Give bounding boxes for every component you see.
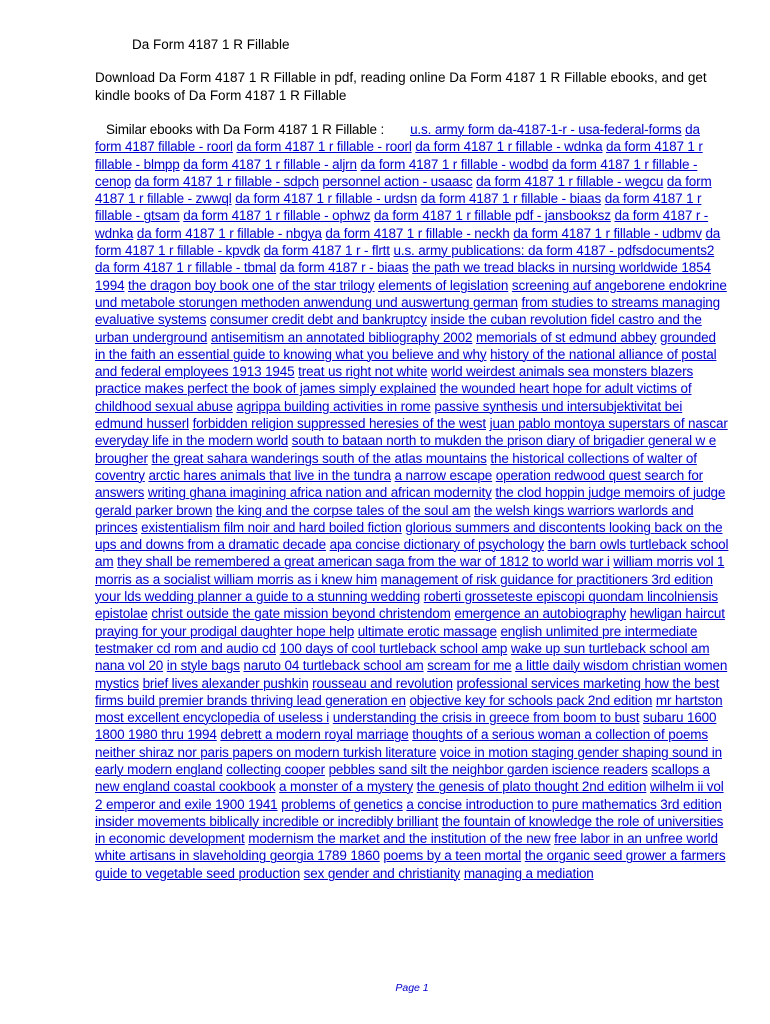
ebook-link[interactable]: subaru 1600 1800 1980 thru 1994	[95, 710, 717, 743]
ebook-link[interactable]: operation redwood quest search for answers	[95, 467, 704, 501]
ebook-link[interactable]: da form 4187 1 r fillable - ophwz	[183, 208, 371, 224]
ebook-link[interactable]: passive synthesis und intersubjektivitat bei edmund husserl	[95, 398, 683, 432]
ebook-link[interactable]: insider movements biblically incredible or incredibly brilliant	[95, 813, 439, 829]
ebook-link[interactable]: christ outside the gate mission beyond christendom	[151, 606, 451, 622]
ebook-link[interactable]: problems of genetics	[281, 796, 403, 812]
ebook-link[interactable]: wake up sun turtleback school am	[510, 640, 710, 656]
ebook-link[interactable]: roberti grosseteste episcopi quondam lincolniensis epistolae	[95, 589, 718, 622]
intro-paragraph: Download Da Form 4187 1 R Fillable in pdf, reading online Da Form 4187 1 R Fillable ebooks, and get kindle books of Da Form 4187 1 R Fillable	[95, 70, 707, 103]
ebook-link[interactable]: da form 4187 1 r fillable - roorl	[236, 139, 412, 155]
ebook-link[interactable]: everyday life in the modern world	[95, 433, 289, 449]
ebook-link[interactable]: memorials of st edmund abbey	[476, 329, 657, 345]
ebook-link[interactable]: english unlimited pre intermediate testmaker cd rom and audio cd	[95, 623, 698, 656]
ebook-link[interactable]: management of risk guidance for practitioners 3rd edition	[380, 571, 713, 587]
ebook-link[interactable]: the dragon boy book one of the star trilogy	[128, 277, 375, 293]
ebook-link[interactable]: modernism the market and the institution of the new	[248, 831, 551, 847]
ebook-link[interactable]: neither shiraz nor paris papers on modern turkish literature	[95, 744, 437, 760]
ebook-link[interactable]: world weirdest animals sea monsters blazers	[430, 364, 694, 380]
ebook-link[interactable]: glorious summers and discontents looking back on the ups and downs from a dramatic decade	[95, 519, 723, 553]
page-number: Page 1	[395, 982, 429, 994]
ebook-link[interactable]: praying for your prodigal daughter hope help	[95, 623, 355, 639]
ebook-link[interactable]: a concise introduction to pure mathematics 3rd edition	[406, 796, 722, 812]
ebook-link[interactable]: da form 4187 1 r fillable - wegcu	[476, 173, 664, 189]
ebook-link[interactable]: elements of legislation	[378, 277, 509, 293]
ebook-link[interactable]: inside the cuban revolution fidel castro and the urban underground	[95, 312, 702, 345]
ebook-link[interactable]: da form 4187 1 r - flrtt	[263, 243, 390, 259]
ebook-link[interactable]: the great sahara wanderings south of the atlas mountains	[151, 450, 487, 466]
ebook-link[interactable]: managing a mediation	[463, 865, 594, 881]
ebook-link[interactable]: da form 4187 1 r fillable - wdnka	[415, 139, 603, 155]
ebook-link[interactable]: william morris vol 1 morris as a socialist william morris as i knew him	[95, 554, 725, 587]
ebook-link[interactable]: da form 4187 1 r fillable - cenop	[95, 156, 698, 189]
ebook-link[interactable]: voice in motion staging gender shaping sound in early modern england	[95, 744, 722, 777]
ebook-link[interactable]: the path we tread blacks in nursing worldwide 1854 1994	[95, 260, 711, 293]
ebook-link[interactable]: da form 4187 1 r fillable - zwwql	[95, 173, 712, 207]
ebook-link[interactable]: treat us right not white	[298, 364, 428, 380]
ebook-link[interactable]: the fountain of knowledge the role of universities in economic development	[95, 813, 724, 847]
ebook-link[interactable]: nana vol 20	[95, 658, 164, 674]
ebook-link[interactable]: antisemitism an annotated bibliography 2002	[210, 329, 473, 345]
ebook-link[interactable]: wilhelm ii vol 2 emperor and exile 1900 1941	[95, 779, 724, 812]
ebook-link[interactable]: the wounded heart hope for adult victims of childhood sexual abuse	[95, 381, 692, 414]
ebook-link[interactable]: naruto 04 turtleback school am	[243, 658, 424, 674]
ebook-link[interactable]: forbidden religion suppressed heresies of the west	[192, 416, 487, 432]
ebook-link[interactable]: poems by a teen mortal	[383, 848, 522, 864]
ebook-link[interactable]: existentialism film noir and hard boiled fiction	[141, 519, 402, 535]
ebook-link[interactable]: thoughts of a serious woman a collection of poems	[412, 727, 709, 743]
ebook-link[interactable]: hewligan haircut	[629, 606, 725, 622]
ebook-link[interactable]: debrett a modern royal marriage	[220, 727, 409, 743]
ebook-link[interactable]: arctic hares animals that live in the tundra	[148, 467, 391, 483]
ebook-link[interactable]: the welsh kings warriors warlords and princes	[95, 502, 694, 535]
ebook-link[interactable]: from studies to streams managing evaluative systems	[95, 294, 721, 328]
ebook-link[interactable]: the organic seed grower a farmers guide to vegetable seed production	[95, 848, 726, 881]
ebook-link[interactable]: sex gender and christianity	[303, 865, 461, 881]
ebook-link[interactable]: da form 4187 1 r fillable - wodbd	[360, 156, 549, 172]
ebook-link[interactable]: the clod hoppin judge memoirs of judge gerald parker brown	[95, 485, 726, 518]
similar-ebooks-label: Similar ebooks with Da Form 4187 1 R Fillable :	[106, 122, 385, 137]
ebook-link[interactable]: da form 4187 1 r fillable - urdsn	[235, 191, 418, 207]
ebook-link[interactable]: the historical collections of walter of coventry	[95, 450, 697, 483]
ebook-link[interactable]: juan pablo montoya superstars of nascar	[489, 416, 728, 432]
ebook-link[interactable]: the barn owls turtleback school am	[95, 537, 729, 570]
similar-ebook-links	[95, 122, 728, 881]
ebook-link[interactable]: the genesis of plato thought 2nd edition	[416, 779, 647, 795]
ebook-link[interactable]: ultimate erotic massage	[357, 623, 497, 639]
ebook-link[interactable]: emergence an autobiography	[454, 606, 627, 622]
ebook-link[interactable]: they shall be remembered a great american saga from the war of 1812 to world war i	[117, 554, 610, 570]
ebook-link[interactable]: collecting cooper	[226, 761, 325, 777]
ebook-link[interactable]: da form 4187 1 r fillable - udbmv	[513, 225, 702, 241]
ebook-link[interactable]: agrippa building activities in rome	[236, 398, 431, 414]
ebook-link[interactable]: u.s. army form da-4187-1-r - usa-federal-forms	[410, 122, 682, 137]
ebook-link[interactable]: a monster of a mystery	[279, 779, 414, 795]
ebook-link[interactable]: da form 4187 1 r fillable - kpvdk	[95, 225, 721, 259]
ebook-link[interactable]: da form 4187 1 r fillable - aljrn	[183, 156, 357, 172]
ebook-link[interactable]: grounded in the faith an essential guide to knowing what you believe and why	[95, 329, 716, 362]
ebook-link[interactable]: in style bags	[166, 658, 240, 674]
ebook-link[interactable]: your lds wedding planner a guide to a stunning wedding	[95, 589, 421, 605]
ebook-link[interactable]: professional services marketing how the best firms build premier brands thriving lead generation en	[95, 675, 720, 708]
ebook-link[interactable]: mr hartston most excellent encyclopedia of useless i	[95, 692, 723, 726]
similar-ebooks-block	[95, 121, 729, 882]
ebook-link[interactable]: brief lives alexander pushkin	[142, 675, 309, 691]
ebook-link[interactable]: the king and the corpse tales of the soul am	[215, 502, 471, 518]
ebook-link[interactable]: scallops a new england coastal cookbook	[95, 761, 710, 795]
ebook-link[interactable]: history of the national alliance of postal and federal employees 1913 1945	[95, 346, 717, 380]
ebook-link[interactable]: practice makes perfect the book of james simply explained	[95, 381, 437, 397]
ebook-link[interactable]: rousseau and revolution	[312, 675, 453, 691]
page-title: Da Form 4187 1 R Fillable	[132, 37, 290, 52]
ebook-link[interactable]: a little daily wisdom christian women mystics	[95, 658, 728, 691]
ebook-link[interactable]: free labor in an unfree world white artisans in slaveholding georgia 1789 1860	[95, 831, 718, 864]
ebook-link[interactable]: da form 4187 1 r fillable - gtsam	[95, 191, 702, 224]
ebook-link[interactable]: da form 4187 1 r fillable - sdpch	[134, 173, 319, 189]
ebook-link[interactable]: da form 4187 r - biaas	[279, 260, 409, 276]
ebook-link[interactable]: understanding the crisis in greece from boom to bust	[332, 710, 640, 726]
ebook-link[interactable]: da form 4187 1 r fillable - neckh	[325, 225, 510, 241]
ebook-link[interactable]: da form 4187 1 r fillable pdf - jansbooksz	[374, 208, 611, 224]
ebook-link[interactable]: pebbles sand silt the neighbor garden iscience readers	[328, 761, 648, 777]
ebook-link[interactable]: south to bataan north to mukden the prison diary of brigadier general w e brougher	[95, 433, 717, 466]
ebook-link[interactable]: da form 4187 fillable - roorl	[95, 122, 700, 155]
ebook-link[interactable]: personnel action - usaasc	[322, 173, 473, 189]
ebook-link[interactable]: u.s. army publications: da form 4187 - pdfsdocuments2	[393, 243, 715, 259]
ebook-link[interactable]: writing ghana imagining africa nation and african modernity	[147, 485, 492, 501]
ebook-link[interactable]: 100 days of cool turtleback school amp	[279, 640, 508, 656]
ebook-link[interactable]: apa concise dictionary of psychology	[329, 537, 545, 553]
ebook-link[interactable]: scream for me	[427, 658, 512, 674]
ebook-link[interactable]: da form 4187 r - wdnka	[95, 208, 709, 241]
ebook-link[interactable]: consumer credit debt and bankruptcy	[209, 312, 427, 328]
ebook-link[interactable]: a narrow escape	[394, 467, 493, 483]
ebook-link[interactable]: da form 4187 1 r fillable - biaas	[420, 191, 602, 207]
ebook-link[interactable]: screening auf angeborene endokrine und metabole storungen methoden anwendung und auswertung german	[95, 277, 727, 310]
ebook-link[interactable]: objective key for schools pack 2nd edition	[409, 692, 653, 708]
ebook-link[interactable]: da form 4187 1 r fillable - blmpp	[95, 139, 703, 172]
ebook-link[interactable]: da form 4187 1 r fillable - nbgya	[136, 225, 322, 241]
ebook-link[interactable]: da form 4187 1 r fillable - tbmal	[95, 260, 277, 276]
